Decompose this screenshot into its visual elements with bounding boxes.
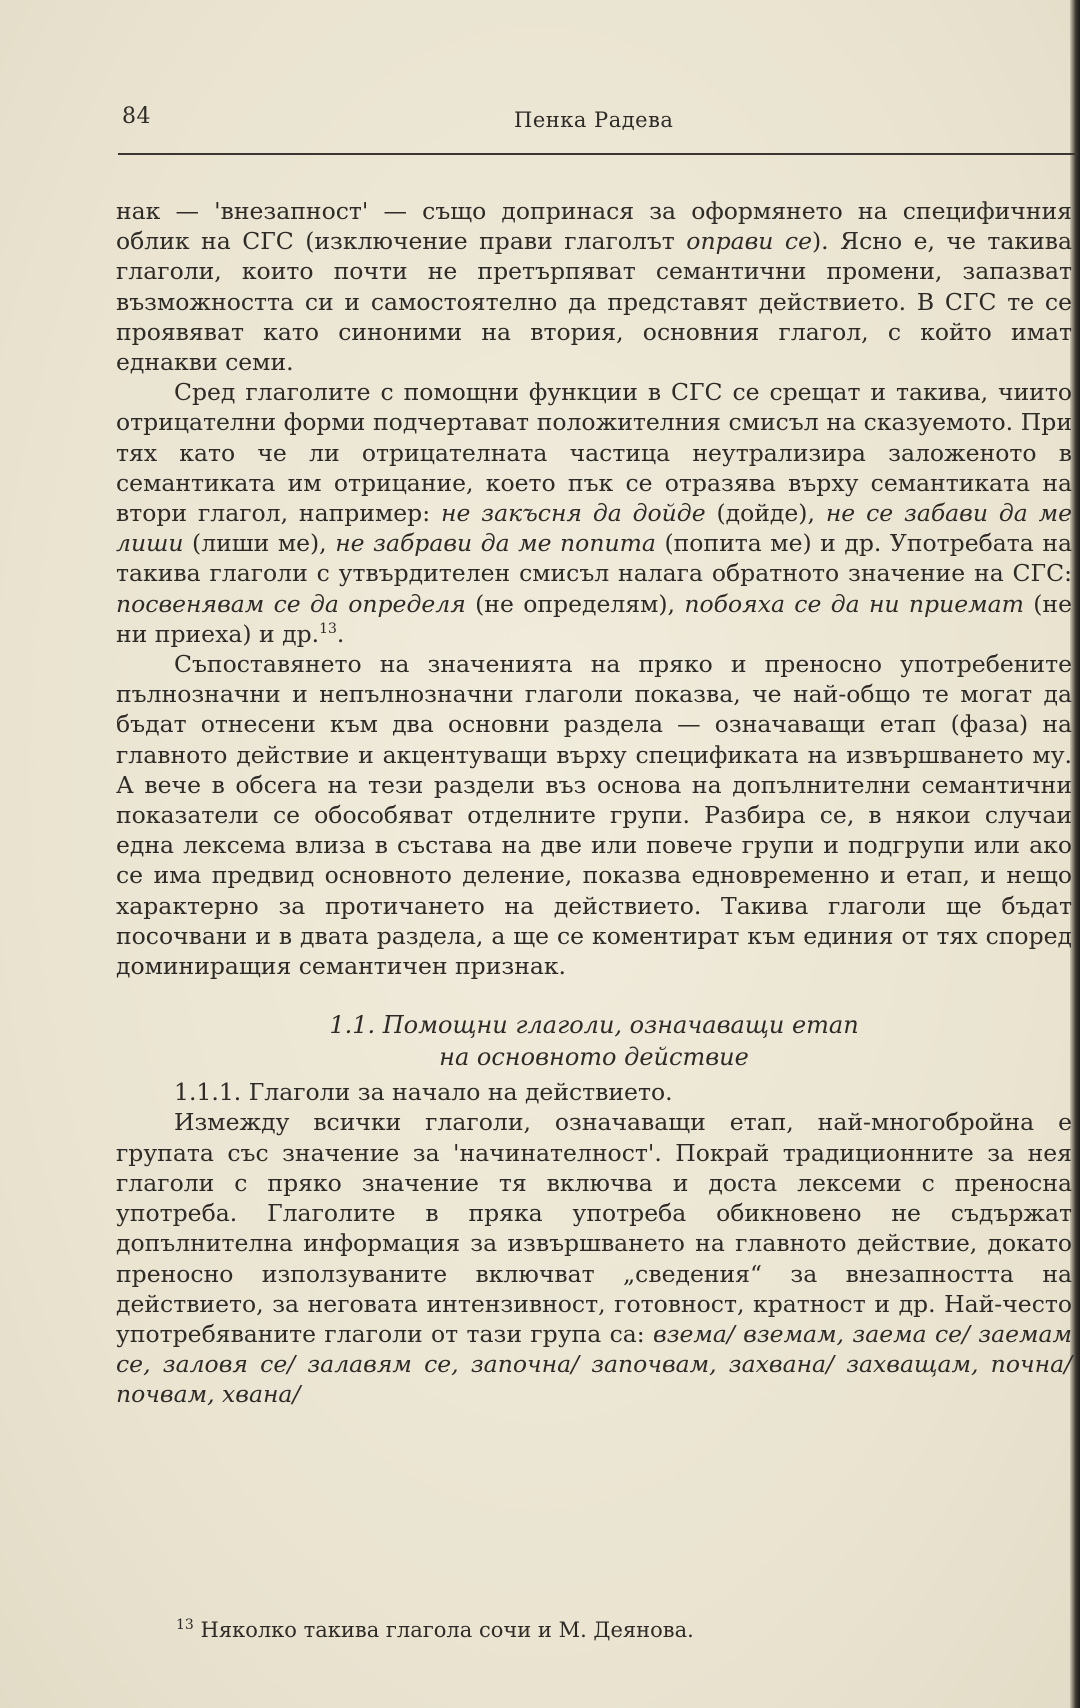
italic-example: оправи се xyxy=(686,227,813,256)
italic-example: не забрави да ме попита xyxy=(335,529,656,558)
text-run: Съпоставянето на значенията на пряко и преносно употребените пълнозначни и непълнозначни глаголи показва, че най-общо те могат да бъдат отнесени към два основни раздела — означаващи етап (фаза) на главното действие и акцентуващи върху спецификата на извършването му. А вече в обсега на тези раздели въз основа на допълнителни семантични показатели се обособяват отделните групи. Разбира се, в някои случаи една лексема влиза в състава на две или повече групи и подгрупи или ако се има предвид основното деление, показва едновременно и етап, и нещо характерно за протичането на действието. Такива глаголи ще бъдат посочвани и в двата раздела, а ще се коментират към единия от тях според доминиращия семантичен признак. xyxy=(116,650,1072,981)
italic-example: не се забави да ме лиши xyxy=(116,499,1073,558)
text-run: (лиши ме), xyxy=(183,529,336,558)
text-run: (не ни приеха) и др. xyxy=(116,589,1072,648)
subsection-title: 1.1.1. Глаголи за начало на действието. xyxy=(174,1078,673,1107)
italic-example: не закъсня да дойде xyxy=(441,499,706,528)
footnote-ref: 13 xyxy=(319,621,337,638)
italic-example: взема/ вземам, заема се/ заемам се, заловя се/ залавям се, започна/ започвам, захвана/ захващам, почна/ почвам, хвана/ xyxy=(116,1319,1072,1409)
page-header xyxy=(120,104,1075,140)
italic-example: побояха се да ни приемат xyxy=(684,589,1024,618)
footnote xyxy=(176,1618,1056,1642)
text-run: Измежду всички глаголи, означаващи етап, най-многобройна е групата със значение за 'начинателност'. Покрай традиционните за нея глаголи с пряко значение тя включва и доста лексеми с преносна употреба. Глаголите в пряка употреба обикновено не съдържат допълнителна информация за извършването на главното действие, докато преносно използуваните включват „сведения“ за внезапността на действието, за неговата интензивност, готовност, кратност и др. Най-често употребяваните глаголи от тази група са: xyxy=(116,1108,1072,1348)
text-run: нак — 'внезапност' — също допринася за оформянето на специфичния облик на СГС (изключение прави глаголът xyxy=(116,197,1072,256)
paragraph xyxy=(116,1107,1072,1409)
footnote-text: Няколко такива глагола сочи и М. Деянова. xyxy=(193,1618,694,1642)
paragraph xyxy=(116,377,1072,649)
text-run: . xyxy=(336,619,345,648)
running-head: Пенка Радева xyxy=(514,108,674,132)
page-number: 84 xyxy=(122,104,151,129)
footnote-number: 13 xyxy=(176,1617,194,1633)
text-run: (не определям), xyxy=(465,589,685,618)
body-text xyxy=(116,196,1072,1410)
header-rule xyxy=(118,153,1078,155)
section-title xyxy=(116,1009,1072,1073)
paragraphs xyxy=(116,196,1072,981)
section-title-line-2: на основното действие xyxy=(439,1043,749,1072)
text-run: (дойде), xyxy=(705,499,826,528)
section-title-line-1: 1.1. Помощни глаголи, означаващи етап xyxy=(329,1011,859,1040)
paragraph xyxy=(116,649,1072,981)
paragraph xyxy=(116,196,1072,377)
text-run: (попита ме) и др. Употребата на такива глаголи с утвърдителен смисъл налага обратното значение на СГС: xyxy=(116,529,1072,588)
italic-example: посвенявам се да определя xyxy=(116,589,466,618)
text-run: Сред глаголите с помощни функции в СГС се срещат и такива, чиито отрицателни форми подчертават положителния смисъл на сказуемото. При тях като че ли отрицателната частица неутрализира заложеното в семантиката им отрицание, което пък се отразява върху семантиката на втори глагол, например: xyxy=(116,378,1072,528)
text-run: ). Ясно е, че такива глаголи, които почти не претърпяват семантични промени, запазват възможността си и самостоятелно да представят действието. В СГС те се проявяват като синоними на втория, основния глагол, с който имат еднакви семи. xyxy=(116,227,1072,377)
